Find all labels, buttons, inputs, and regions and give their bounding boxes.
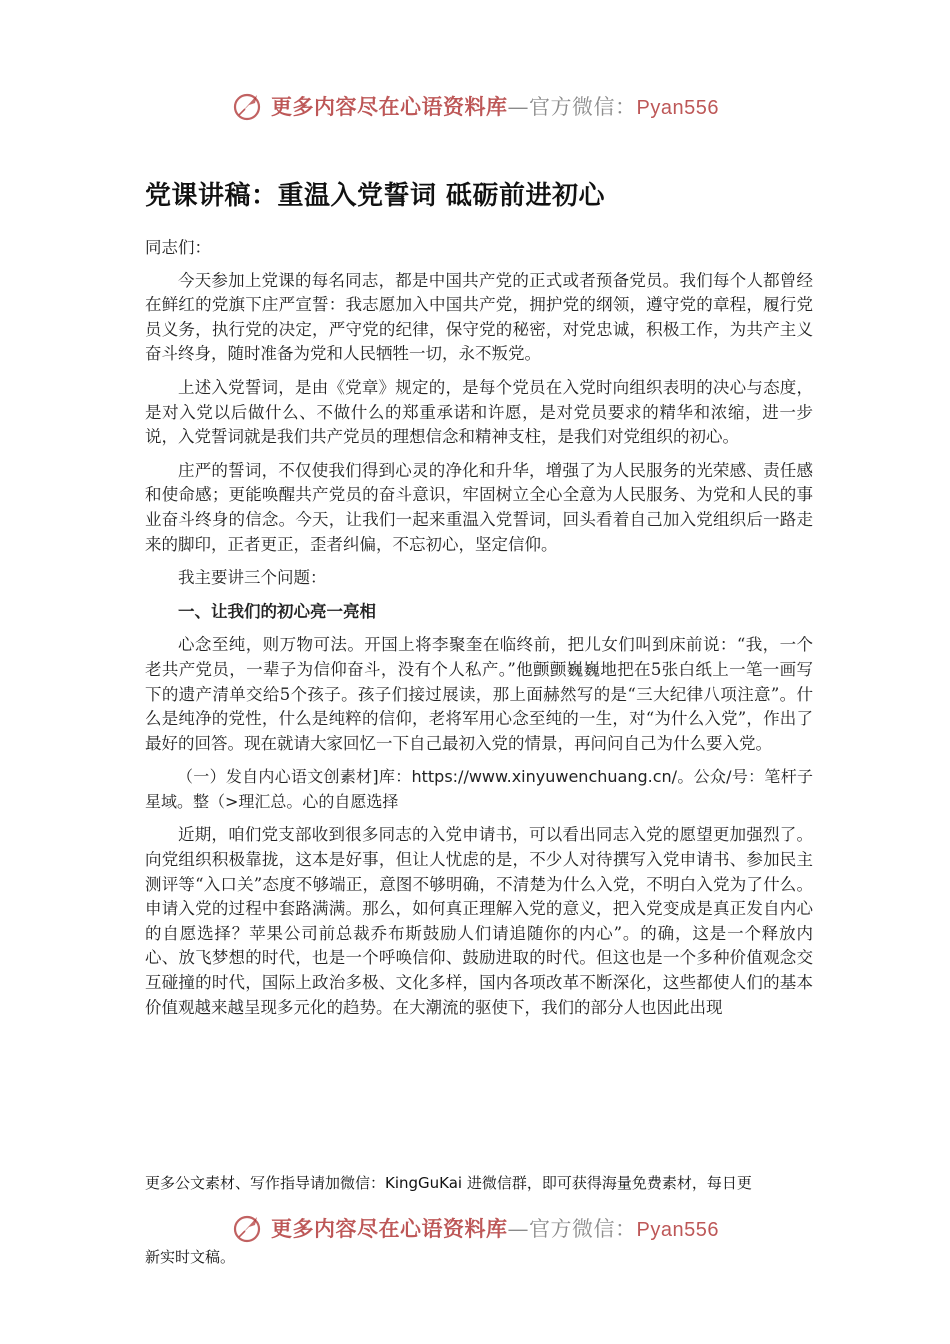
- document-title: 党课讲稿：重温入党誓词 砥砺前进初心: [145, 181, 606, 211]
- banner-dash-text: —官方微信：: [507, 95, 637, 119]
- subheading-1: （一）发自内心语文创素材]库：https://www.xinyuwenchuang.cn/。公众/号：笔杆子星域。整（>理汇总。心的自愿选择: [145, 767, 813, 811]
- section-heading-1: 一、让我们的初心亮一亮相: [178, 601, 376, 621]
- quill-logo-icon: [231, 1211, 265, 1245]
- paragraph-2: 上述入党誓词，是由《党章》规定的，是每个党员在入党时向组织表明的决心与态度，是对入党以后做什么、不做什么的郑重承诺和许愿，是对党员要求的精华和浓缩，进一步说，入党誓词就是我们共产党员的理想信念和精神支柱，是我们对党组织的初心。: [145, 377, 813, 447]
- banner-dash-text: —官方微信：: [507, 1217, 637, 1241]
- banner-text: [271, 1213, 719, 1243]
- paragraph-5: 心念至纯，则万物可法。开国上将李聚奎在临终前，把儿女们叫到床前说：“我，一个老共产党员，一辈子为信仰奋斗，没有个人私产。”他颤颤巍巍地把在5张白纸上一笔一画写下的遗产清单交给5个孩子。孩子们接过展读，那上面赫然写的是“三大纪律八项注意”。什么是纯净的党性，什么是纯粹的信仰，老将军用心念至纯的一生，对“为什么入党”，作出了最好的回答。现在就请大家回忆一下自己最初入党的情景，再问问自己为什么要入党。: [145, 635, 813, 753]
- quill-logo-icon: [231, 89, 265, 123]
- salutation: 同志们：: [145, 238, 211, 257]
- footer-promo-tail: 新实时文稿。: [145, 1248, 236, 1266]
- paragraph-6: 近期，咱们党支部收到很多同志的入党申请书，可以看出同志入党的愿望更加强烈了。向党组织积极靠拢，这本是好事，但让人忧虑的是，不少人对待撰写入党申请书、参加民主测评等“入口关”态度不够端正，意图不够明确，不清楚为什么入党，不明白入党为了什么。申请入党的过程中套路满满。那么，如何真正理解入党的意义，把入党变成是真正发自内心的自愿选择？苹果公司前总裁乔布斯鼓励人们请追随你的内心”。的确，这是一个释放内心、放飞梦想的时代，也是一个呼唤信仰、鼓励进取的时代。但这也是一个多种价值观念交互碰撞的时代，国际上政治多极、文化多样，国内各项改革不断深化，这些都使人们的基本价值观越来越呈现多元化的趋势。在大潮流的驱使下，我们的部分人也因此出现: [145, 825, 813, 1017]
- footer-promo-line: 更多公文素材、写作指导请加微信：KingGuKai 进微信群，即可获得海量免费素材，每日更: [145, 1174, 752, 1192]
- banner-main-text: 更多内容尽在心语资料库: [271, 1216, 508, 1241]
- paragraph-1: 今天参加上党课的每名同志，都是中国共产党的正式或者预备党员。我们每个人都曾经在鲜红的党旗下庄严宣誓：我志愿加入中国共产党，拥护党的纲领，遵守党的章程，履行党员义务，执行党的决定，严守党的纪律，保守党的秘密，对党忠诚，积极工作，为共产主义奋斗终身，随时准备为党和人民牺牲一切，永不叛党。: [145, 270, 813, 364]
- paragraph-4: 我主要讲三个问题：: [178, 568, 327, 588]
- footer-watermark-banner: [0, 1206, 950, 1250]
- banner-main-text: 更多内容尽在心语资料库: [271, 94, 508, 119]
- document-body: [145, 176, 813, 1020]
- banner-text: [271, 91, 719, 121]
- banner-wechat-id: Pyan556: [636, 1219, 719, 1241]
- banner-wechat-id: Pyan556: [636, 97, 719, 119]
- header-watermark-banner: [0, 84, 950, 128]
- paragraph-3: 庄严的誓词，不仅使我们得到心灵的净化和升华，增强了为人民服务的光荣感、责任感和使命感；更能唤醒共产党员的奋斗意识，牢固树立全心全意为人民服务、为党和人民的事业奋斗终身的信念。今天，让我们一起来重温入党誓词，回头看着自己加入党组织后一路走来的脚印，正者更正，歪者纠偏，不忘初心，坚定信仰。: [145, 460, 813, 554]
